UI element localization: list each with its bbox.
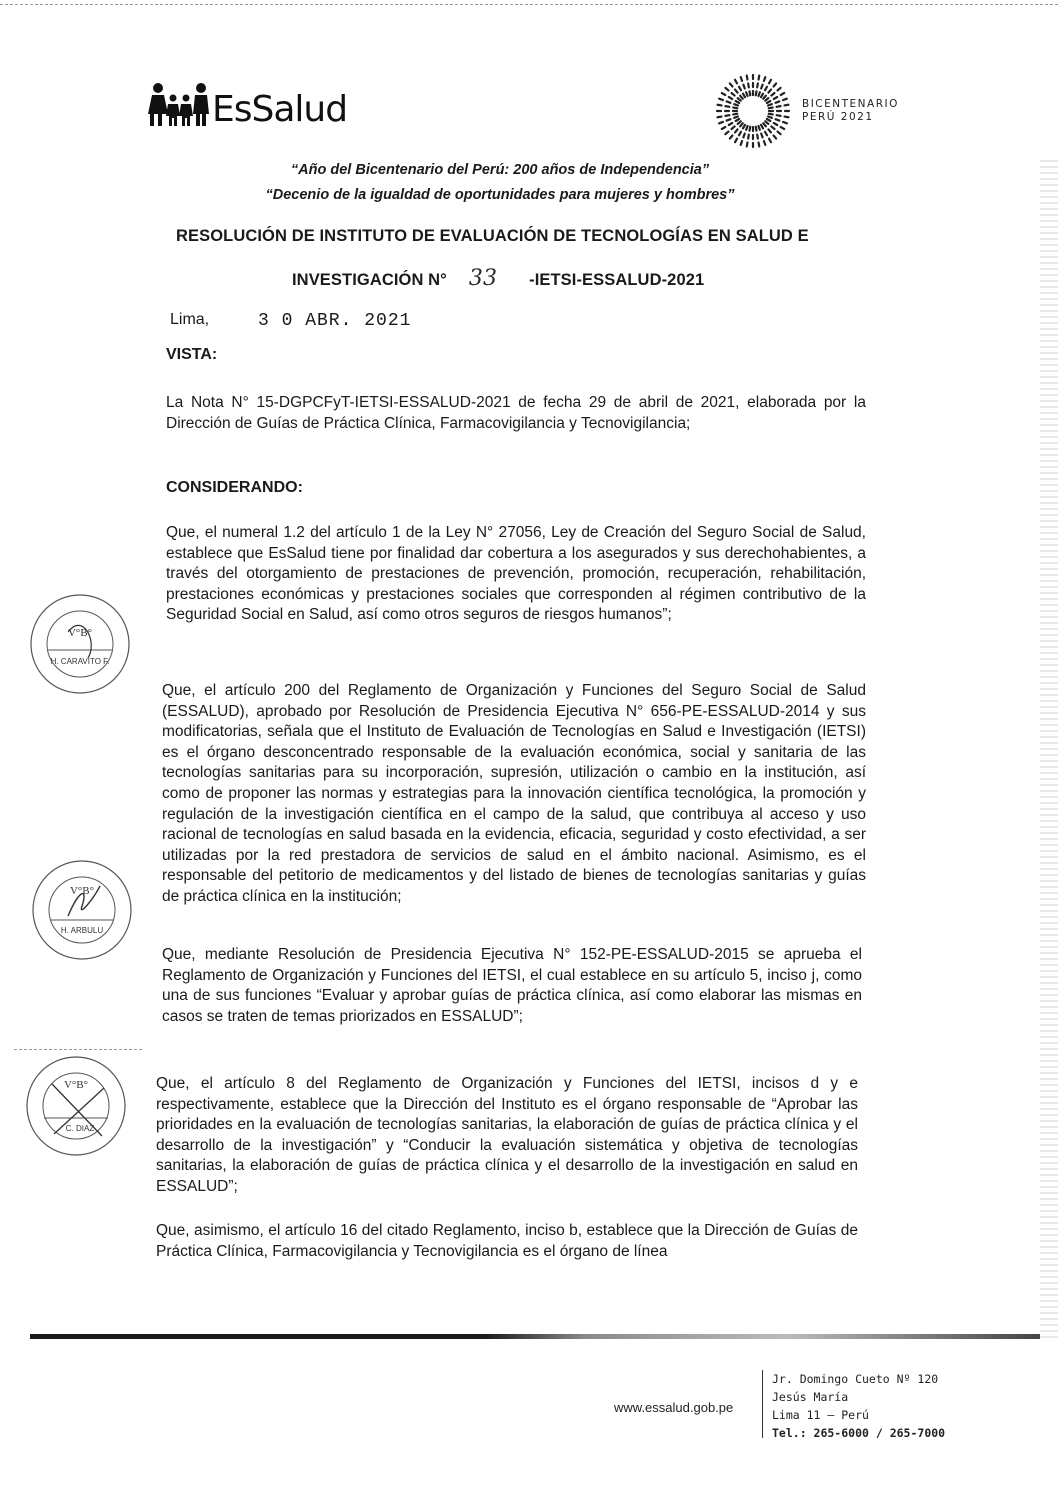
considerando-paragraph-5: Que, asimismo, el artículo 16 del citado Reglamento, inciso b, establece que la Dirección de Guías de Práctica Clínica, Farmacovigilancia y Tecnovigilancia es el órgano de línea [156, 1222, 858, 1260]
address-phone: Tel.: 265-6000 / 265-7000 [772, 1426, 946, 1440]
approval-stamp-1 [28, 592, 132, 696]
motto-line-2: “Decenio de la igualdad de oportunidades para mujeres y hombres” [265, 187, 735, 203]
title-prefix: INVESTIGACIÓN N° [292, 271, 447, 289]
approval-stamp-3 [24, 1054, 128, 1158]
resolution-number: 33 [468, 266, 498, 291]
bicentenario-sunburst-icon [712, 70, 794, 152]
considerando-paragraph-3: Que, mediante Resolución de Presidencia Ejecutiva N° 152-PE-ESSALUD-2015 se aprueba el Reglamento de Organización y Funciones del IETSI, el cual establece en su artículo 5, inciso j, como una de sus funciones “Evaluar y aprobar guías de práctica clínica, así como elaborar las mismas en casos se traten de temas priorizados en ESSALUD”; [162, 946, 862, 1025]
bicentenario-line2: PERÚ 2021 [802, 111, 874, 123]
logo-wordmark: EsSalud [212, 89, 348, 130]
resolution-title-line-1: RESOLUCIÓN DE INSTITUTO DE EVALUACIÓN DE TECNOLOGÍAS EN SALUD E [176, 227, 809, 245]
stamp-2-bottom: H. ARBULU [60, 926, 104, 935]
scan-edge-right [1040, 160, 1058, 1340]
address-line-1: Jr. Domingo Cueto Nº 120 [772, 1372, 939, 1386]
stamp-2-top: V°B° [69, 885, 95, 897]
address-line-2: Jesús María [772, 1390, 849, 1404]
stamp-1-top: V°B° [67, 627, 93, 639]
stamp-1-bottom: H. CARAVITO F. [50, 657, 110, 666]
vista-paragraph: La Nota N° 15-DGPCFyT-IETSI-ESSALUD-2021 de fecha 29 de abril de 2021, elaborada por la Dirección de Guías de Práctica Clínica, Farmacovigilancia y Tecnovigilancia; [166, 394, 866, 432]
date-stamp: 3 0 ABR. 2021 [258, 311, 412, 331]
date-label: Lima, [170, 311, 210, 328]
margin-divider [14, 1049, 142, 1050]
essalud-logo [148, 78, 347, 128]
considerando-paragraph-4: Que, el artículo 8 del Reglamento de Organización y Funciones del IETSI, incisos d y e respectivamente, establece que la Dirección del Instituto es el órgano responsable de “Aprobar las prioridades en la evaluación de tecnologías sanitarias, la elaboración de guías de práctica clínica y el desarrollo de la investigación” y “Conducir la evaluación sistemática y objetiva de tecnologías sanitarias, la elaboración de guías de práctica clínica y el desarrollo de la investigación en salud en ESSALUD”; [156, 1075, 858, 1195]
title-suffix: -IETSI-ESSALUD-2021 [529, 271, 705, 289]
approval-stamp-2 [30, 858, 134, 962]
stamp-3-top: V°B° [63, 1079, 89, 1091]
motto-line-1: “Año del Bicentenario del Perú: 200 años de Independencia” [290, 162, 710, 178]
stamp-3-bottom: C. DIAZ [65, 1124, 95, 1133]
scan-edge-top [0, 4, 1058, 5]
considerando-paragraph-2: Que, el artículo 200 del Reglamento de Organización y Funciones del Seguro Social de Salud (ESSALUD), aprobado por Resolución de Presidencia Ejecutiva N° 656-PE-ESSALUD-2014 y sus modificatorias, señala que el Instituto de Evaluación de Tecnologías en Salud e Investigación (IETSI) es el órgano desconcentrado responsable de la evaluación económica, social y sanitaria de las tecnologías sanitarias para su incorporación, supresión, utilización o cambio en la institución, así como de proponer las normas y estrategias para la innovación científica tecnológica, la promoción y regulación de la investigación científica en el campo de la salud, que contribuya al acceso y uso racional de tecnologías en salud basada en la evidencia, eficacia, seguridad y costo efectividad, a ser utilizadas por la red prestadora de servicios de salud en el ámbito nacional. Asimismo, es el responsable del petitorio de medicamentos y del listado de bienes de tecnologías sanitarias y guías de práctica clínica en la institución; [162, 682, 866, 905]
address-line-3: Lima 11 – Perú [772, 1408, 869, 1422]
footer-address [772, 1370, 945, 1442]
vista-heading: VISTA: [166, 346, 218, 363]
considerando-paragraph-1: Que, el numeral 1.2 del artículo 1 de la Ley N° 27056, Ley de Creación del Seguro Social de Salud, establece que EsSalud tiene por finalidad dar cobertura a los asegurados y sus derechohabientes, a través del otorgamiento de prestaciones de prevención, promoción, recuperación, rehabilitación, prestaciones económicas y prestaciones sociales que corresponden al régimen contributivo de la Seguridad Social en Salud, así como otros seguros de riesgos humanos”; [166, 524, 866, 624]
resolution-title-line-2 [292, 266, 704, 291]
bicentenario-line1: BICENTENARIO [802, 98, 899, 110]
footer-divider-bar [30, 1334, 1040, 1339]
family-figures-icon [148, 80, 210, 128]
bicentenario-logo [712, 70, 899, 152]
footer-separator [762, 1370, 763, 1438]
footer-website: www.essalud.gob.pe [614, 1400, 734, 1415]
considerando-heading: CONSIDERANDO: [166, 479, 303, 496]
